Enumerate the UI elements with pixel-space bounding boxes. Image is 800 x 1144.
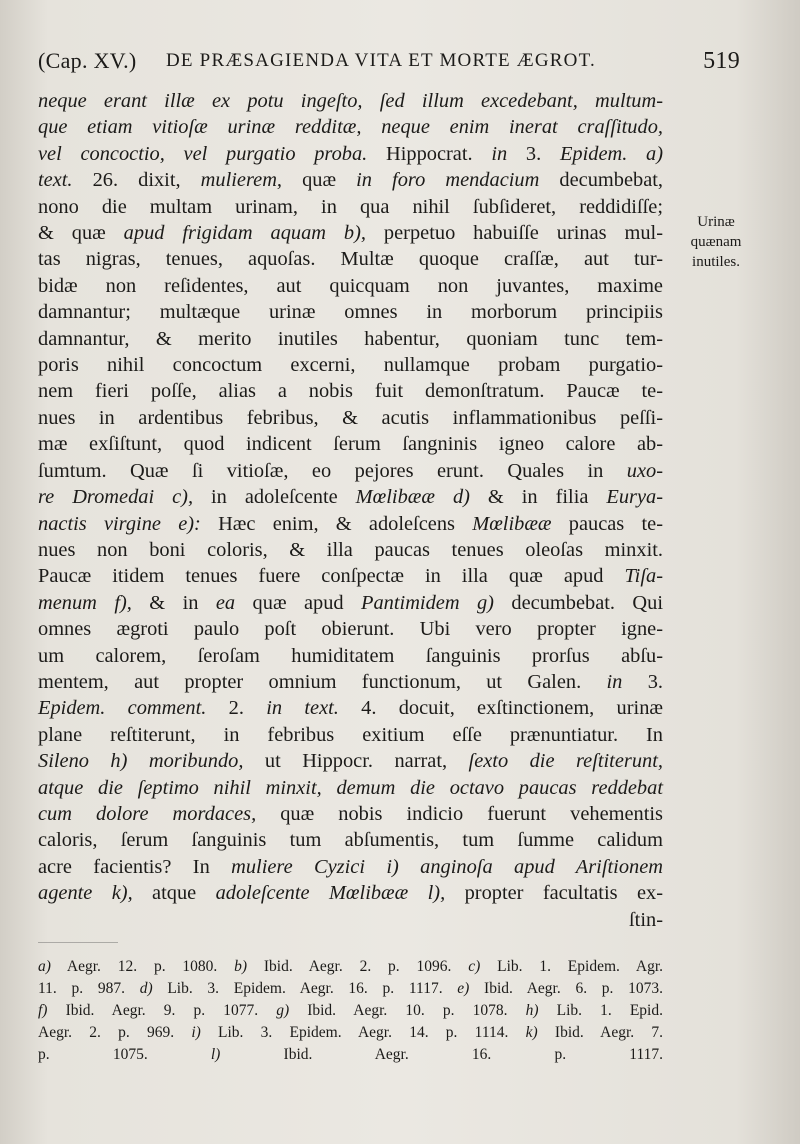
body-line-segment: quæ nobis indicio fuerunt vehementis <box>256 802 663 825</box>
body-line-segment: omnes ægroti paulo poſt obierunt. Ubi vero propter igne- <box>38 618 663 641</box>
body-text <box>38 88 663 933</box>
body-line <box>38 643 663 669</box>
footnote-line-segment: k) <box>525 1024 538 1041</box>
footnote-line-segment: Aegr. 12. p. 1080. <box>50 958 235 975</box>
body-line-segment: que etiam vitioſæ urinæ redditæ, neque enim inerat craſſitudo, <box>38 116 663 139</box>
body-line-segment: propter facultatis ex- <box>445 882 663 905</box>
body-line <box>38 326 663 352</box>
body-line-segment: Hæc enim, & adoleſcens <box>200 512 473 535</box>
body-line-segment: ſtin- <box>629 908 663 931</box>
chapter-label: (Cap. XV.) <box>38 48 137 73</box>
body-line-segment: muliere Cyzici i) anginoſa apud Ariſtionem <box>231 855 663 878</box>
body-line <box>38 669 663 695</box>
running-title: DE PRÆSAGIENDA VITA ET MORTE ÆGROT. <box>166 50 596 71</box>
body-line-segment: Eurya- <box>606 486 663 509</box>
body-line-segment: 4. docuit, exſtinctionem, urinæ <box>338 697 663 720</box>
body-line-segment: text. <box>38 169 73 192</box>
body-line-segment: Mœlibææ d) <box>355 486 470 509</box>
body-line <box>38 537 663 563</box>
body-line-segment: Epidem. a) <box>559 142 664 165</box>
body-line <box>38 801 663 827</box>
body-line <box>38 695 663 721</box>
footnote-line-segment: a) <box>38 958 51 975</box>
body-line-segment: mæ exſiſtunt, quod indicent ſerum ſangninis igneo calore ab- <box>38 433 663 456</box>
body-line-segment: mulierem, <box>200 169 283 192</box>
body-line-segment: uxo- <box>626 459 663 482</box>
body-line-segment: decumbebat. Qui <box>493 591 664 614</box>
body-line-segment: mentem, aut propter omnium functionum, ut Galen. <box>38 670 607 693</box>
body-line <box>38 431 663 457</box>
body-line <box>38 458 663 484</box>
body-line-segment: ut Hippocr. narrat, <box>243 750 469 773</box>
body-line <box>38 484 663 510</box>
body-line-segment: quæ apud <box>235 591 362 614</box>
footnote-line-segment: Lib. 3. Epidem. Aegr. 16. p. 1117. <box>152 980 458 997</box>
body-line-segment: nactis virgine e): <box>38 512 201 535</box>
footnote-line <box>38 1044 663 1066</box>
body-line <box>38 590 663 616</box>
page-number: 519 <box>703 48 740 74</box>
body-line-segment: acre facientis? In <box>38 855 232 878</box>
footnote-line <box>38 1022 663 1044</box>
footnote-line-segment: l) <box>210 1046 221 1063</box>
footnote-line-segment: Aegr. 2. p. 969. <box>38 1024 192 1041</box>
margin-note-line: inutiles. <box>692 254 740 270</box>
body-line-segment: nues non boni coloris, & illa paucas tenues oleoſas minxit. <box>38 538 663 561</box>
body-line-segment: damnantur, & merito inutiles habentur, quoniam tunc tem- <box>38 327 663 350</box>
body-line <box>38 563 663 589</box>
body-line-segment: Tiſa- <box>624 565 663 588</box>
body-line-segment: in adoleſcente <box>193 486 356 509</box>
body-line-segment: paucas te- <box>551 512 663 535</box>
body-line-segment: Hippocrat. <box>367 142 492 165</box>
body-line <box>38 722 663 748</box>
body-line-segment: Sileno h) moribundo, <box>38 750 244 773</box>
body-line-segment: apud frigidam aquam b), <box>123 222 367 245</box>
body-line-segment: Pantimidem g) <box>361 591 494 614</box>
body-line-segment: neque erant illæ ex potu ingeſto, ſed illum excedebant, multum- <box>38 90 663 112</box>
body-line-segment: bidæ non reſidentes, aut quicquam non juvantes, maxime <box>38 274 663 297</box>
footnote-line-segment: Lib. 3. Epidem. Aegr. 14. p. 1114. <box>200 1024 526 1041</box>
body-line-segment: & in filia <box>469 486 607 509</box>
body-line <box>38 141 663 167</box>
footnote-line-segment: Lib. 1. Epidem. Agr. <box>480 958 663 975</box>
body-line-segment: 2. <box>206 697 267 720</box>
body-line-segment: in <box>491 142 526 165</box>
body-line-segment: quæ <box>282 169 357 192</box>
body-line-segment: ſexto die reſtiterunt, <box>468 750 663 773</box>
body-line-segment: caloris, ſerum ſanguinis tum abſumentis, tum ſumme calidum <box>38 829 663 852</box>
body-line <box>38 616 663 642</box>
body-line-segment: vel concoctio, vel purgatio proba. <box>38 142 368 165</box>
body-line-segment: ſumtum. Quæ ſi vitioſæ, eo pejores erunt. Quales in <box>38 459 627 482</box>
footnotes <box>38 956 663 1066</box>
body-line <box>38 299 663 325</box>
body-line <box>38 827 663 853</box>
footnote-line <box>38 978 663 1000</box>
body-line-segment: nues in ardentibus febribus, & acutis inflammationibus peſſi- <box>38 406 663 429</box>
body-line-segment: in <box>606 670 623 693</box>
body-line <box>38 352 663 378</box>
footnote-line-segment: p. 1075. <box>38 1046 211 1063</box>
body-line-segment: poris nihil concoctum excerni, nullamque probam purgatio- <box>38 354 663 377</box>
body-line-segment: in text. <box>266 697 339 720</box>
footnote-line-segment: f) <box>38 1002 48 1019</box>
footnote-line-segment: d) <box>139 980 153 997</box>
body-line <box>38 854 663 880</box>
body-line-segment: 3. <box>622 670 663 693</box>
margin-note-line: Urinæ <box>697 214 735 230</box>
body-line <box>38 880 663 906</box>
body-line-segment: decumbebat, <box>539 169 664 192</box>
body-line <box>38 378 663 404</box>
body-line <box>38 748 663 774</box>
body-line-segment: plane reſtiterunt, in febribus exitium eſſe prænuntiatur. In <box>38 723 663 746</box>
footnote-line-segment: 11. p. 987. <box>38 980 140 997</box>
body-line-segment: 26. dixit, <box>72 169 201 192</box>
footnote-line-segment: i) <box>191 1024 201 1041</box>
body-line-segment: adoleſcente Mœlibææ l), <box>215 882 446 905</box>
body-line-segment: Epidem. comment. <box>38 697 207 720</box>
body-line-segment: tas nigras, tenues, aquoſas. Multæ quoque craſſæ, aut tur- <box>38 248 663 271</box>
body-line-segment: atque die ſeptimo nihil minxit, demum die octavo paucas reddebat <box>38 776 663 799</box>
body-line-segment: atque <box>132 882 216 905</box>
body-line <box>38 907 663 933</box>
footnote-line-segment: Ibid. Aegr. 2. p. 1096. <box>247 958 469 975</box>
body-line <box>38 273 663 299</box>
body-line <box>38 167 663 193</box>
body-line-segment: & quæ <box>38 222 124 245</box>
footnote-line-segment: Ibid. Aegr. 6. p. 1073. <box>469 980 663 997</box>
footnote-line-segment: c) <box>468 958 481 975</box>
body-line-segment: perpetuo habuiſſe urinas mul- <box>366 222 663 245</box>
body-line <box>38 775 663 801</box>
body-line <box>38 194 663 220</box>
footnote-divider <box>38 942 118 943</box>
footnote-line-segment: Ibid. Aegr. 9. p. 1077. <box>47 1002 277 1019</box>
body-line <box>38 220 663 246</box>
footnote-line-segment: g) <box>276 1002 290 1019</box>
body-line-segment: ea <box>215 591 236 614</box>
body-line-segment: nono die multam urinam, in qua nihil ſubſideret, reddidiſſe; <box>38 195 663 218</box>
body-line <box>38 405 663 431</box>
body-line-segment: damnantur; multæque urinæ omnes in morborum principiis <box>38 301 663 324</box>
footnote-line-segment: Ibid. Aegr. 7. <box>537 1024 663 1041</box>
body-line-segment: Paucæ itidem tenues fuere conſpectæ in illa quæ apud <box>38 565 625 588</box>
body-line <box>38 88 663 114</box>
footnote-line <box>38 956 663 978</box>
body-line-segment: menum f), <box>38 591 132 614</box>
footnote-line-segment: Ibid. Aegr. 10. p. 1078. <box>289 1002 526 1019</box>
body-line-segment: agente k), <box>38 882 133 905</box>
footnote-line-segment: h) <box>525 1002 539 1019</box>
body-line-segment: 3. <box>525 142 560 165</box>
footnote-line-segment: e) <box>457 980 470 997</box>
body-line <box>38 114 663 140</box>
footnote-line-segment: Lib. 1. Epid. <box>538 1002 663 1019</box>
body-line-segment: cum dolore mordaces, <box>38 802 257 825</box>
body-line <box>38 511 663 537</box>
body-line-segment: & in <box>131 591 216 614</box>
body-line-segment: um calorem, ſeroſam humiditatem ſanguinis prorſus abſu- <box>38 644 663 667</box>
footnote-line-segment: Ibid. Aegr. 16. p. 1117. <box>220 1046 663 1063</box>
body-line-segment: Mœlibææ <box>472 512 552 535</box>
body-line-segment: in foro mendacium <box>356 169 540 192</box>
margin-note <box>668 212 764 272</box>
footnote-line <box>38 1000 663 1022</box>
margin-note-line: quænam <box>690 234 742 250</box>
footnote-line-segment: b) <box>234 958 248 975</box>
body-line-segment: re Dromedai c), <box>38 486 194 509</box>
body-line <box>38 246 663 272</box>
body-line-segment: nem fieri poſſe, alias a nobis fuit demonſtratum. Paucæ te- <box>38 380 663 403</box>
